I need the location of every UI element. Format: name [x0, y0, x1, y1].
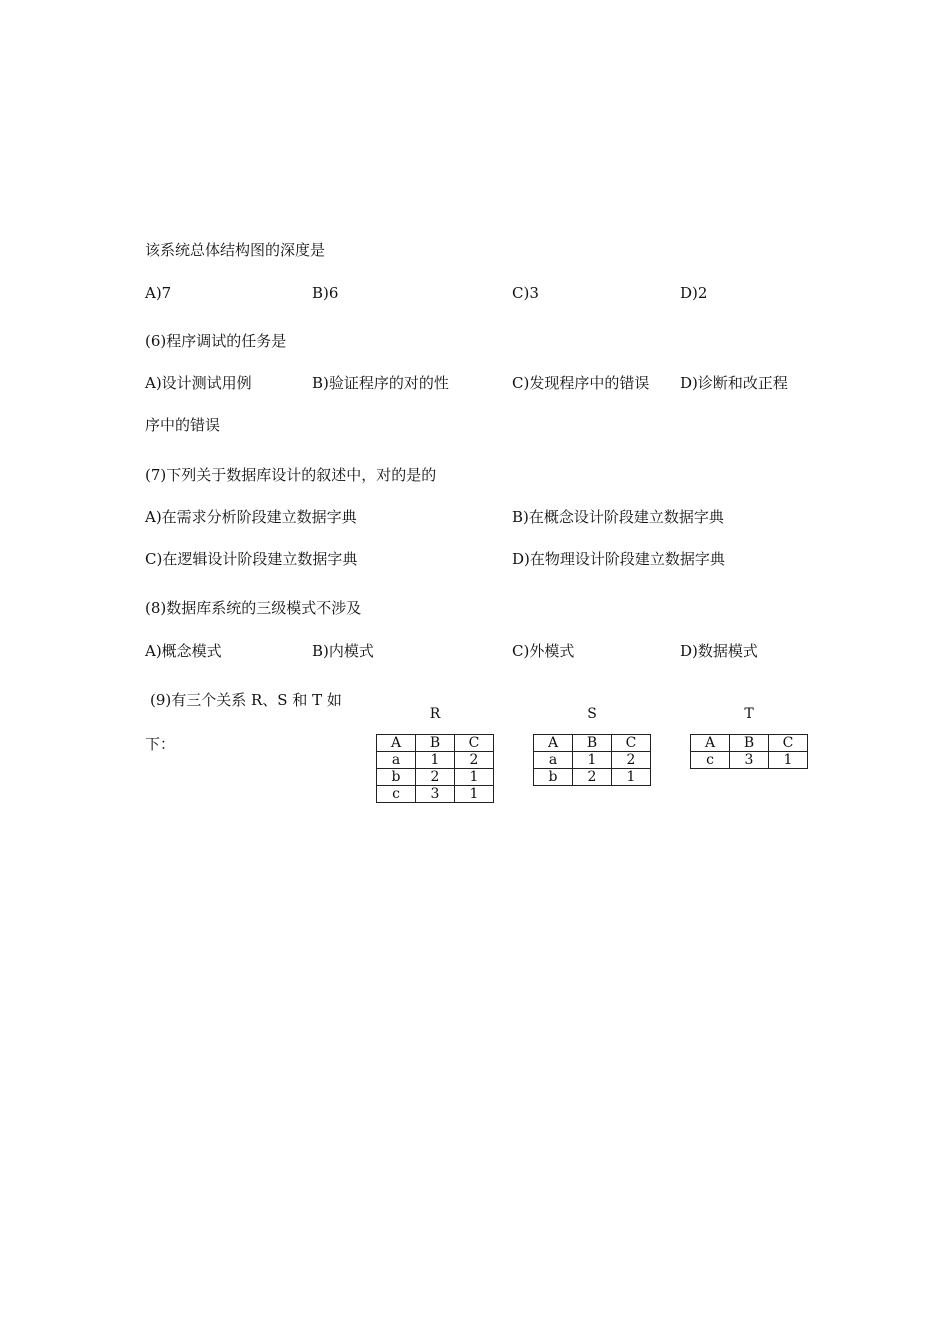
relation-r-header-row: [377, 735, 494, 752]
q5-stem: 该系统总体结构图的深度是: [145, 241, 326, 259]
q6-stem: (6)程序调试的任务是: [145, 332, 287, 350]
q7-option-c: C)在逻辑设计阶段建立数据字典: [145, 550, 358, 568]
q6-option-a: A)设计测试用例: [145, 374, 252, 392]
relation-s-name: S: [587, 706, 597, 722]
relation-r-row: [377, 752, 494, 769]
relation-s-row: [534, 769, 651, 786]
q6-option-b: B)验证程序的对的性: [312, 374, 449, 392]
relation-r-cell: c: [377, 786, 416, 803]
q7-option-a: A)在需求分析阶段建立数据字典: [145, 508, 357, 526]
relation-t-name: T: [744, 706, 754, 722]
q6-option-d: D)诊断和改正程: [680, 374, 788, 392]
relation-t-row: [691, 752, 808, 769]
q8-option-d: D)数据模式: [680, 642, 758, 660]
relation-s-cell: 2: [573, 769, 612, 786]
q5-option-d: D)2: [680, 284, 708, 302]
relation-t-cell: c: [691, 752, 730, 769]
relation-r-cell: a: [377, 752, 416, 769]
relation-t-header-cell: A: [691, 735, 730, 752]
relation-s-cell: 2: [612, 752, 651, 769]
relation-t-cell: 1: [769, 752, 808, 769]
relation-t-header-cell: B: [730, 735, 769, 752]
relation-s-cell: 1: [612, 769, 651, 786]
q8-option-a: A)概念模式: [145, 642, 222, 660]
relation-s-header-cell: B: [573, 735, 612, 752]
q7-stem: (7)下列关于数据库设计的叙述中，对的是的: [145, 466, 437, 484]
relation-s-cell: b: [534, 769, 573, 786]
relation-t-cell: 3: [730, 752, 769, 769]
relation-r-name: R: [429, 706, 441, 722]
relation-s-cell: a: [534, 752, 573, 769]
q7-option-d: D)在物理设计阶段建立数据字典: [512, 550, 725, 568]
q6-option-d-continuation: 序中的错误: [145, 416, 221, 434]
relation-t-header-cell: C: [769, 735, 808, 752]
relation-r-header-cell: B: [416, 735, 455, 752]
q8-option-c: C)外模式: [512, 642, 575, 660]
q5-option-a: A)7: [145, 284, 172, 302]
relation-r-header-cell: A: [377, 735, 416, 752]
relation-r-cell: 1: [416, 752, 455, 769]
relation-r-cell: 2: [455, 752, 494, 769]
q5-option-b: B)6: [312, 284, 339, 302]
q9-stem-line1: (9)有三个关系 R、S 和 T 如: [150, 691, 342, 709]
q7-option-b: B)在概念设计阶段建立数据字典: [512, 508, 724, 526]
relation-r-table: [376, 734, 494, 803]
relation-r-cell: 1: [455, 769, 494, 786]
relation-s-cell: 1: [573, 752, 612, 769]
relation-s-header-cell: A: [534, 735, 573, 752]
relation-r-row: [377, 769, 494, 786]
relation-r-cell: 3: [416, 786, 455, 803]
relation-r-header-cell: C: [455, 735, 494, 752]
relation-r-cell: 2: [416, 769, 455, 786]
relation-s-header-cell: C: [612, 735, 651, 752]
relation-s-table: [533, 734, 651, 786]
relation-s-row: [534, 752, 651, 769]
q5-option-c: C)3: [512, 284, 539, 302]
relation-r-cell: b: [377, 769, 416, 786]
q9-stem-line2: 下：: [145, 735, 176, 753]
relation-r-row: [377, 786, 494, 803]
q8-option-b: B)内模式: [312, 642, 374, 660]
q8-stem: (8)数据库系统的三级模式不涉及: [145, 599, 362, 617]
relation-r-cell: 1: [455, 786, 494, 803]
relation-t-table: [690, 734, 808, 769]
relation-s-header-row: [534, 735, 651, 752]
q6-option-c: C)发现程序中的错误: [512, 374, 650, 392]
relation-t-header-row: [691, 735, 808, 752]
